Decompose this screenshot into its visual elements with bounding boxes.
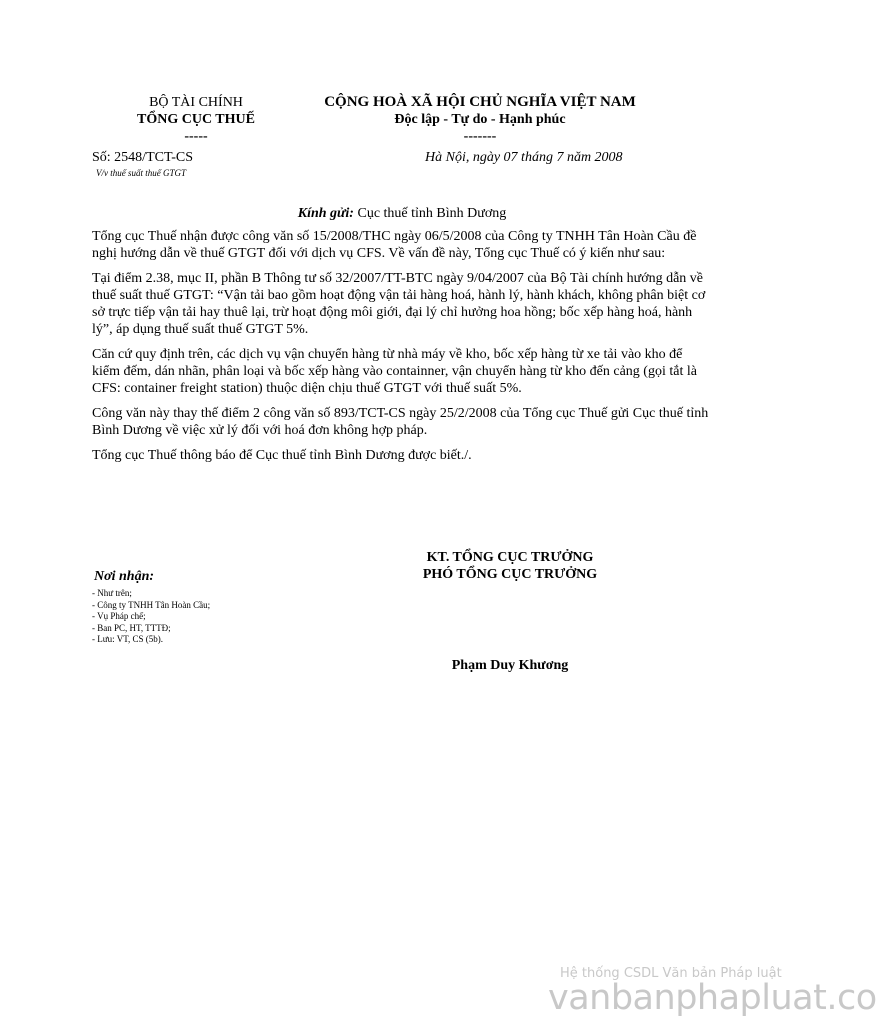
place-date: Hà Nội, ngày 07 tháng 7 năm 2008 <box>425 150 623 165</box>
body-paragraph: Căn cứ quy định trên, các dịch vụ vận chuyển hàng từ nhà máy về kho, bốc xếp hàng từ xe tải vào kho để kiểm đếm, dán nhãn, phân loại và bốc xếp hàng vào containner, vận chuyển hàng từ kho đến cảng (gọi tắt là CFS: container freight station) thuộc diện chịu thuế GTGT với thuế suất 5%. <box>92 347 697 396</box>
recipient-item: - Vụ Pháp chế; <box>92 611 146 621</box>
header-right-separator: ------- <box>463 129 497 144</box>
recipients-list <box>92 588 210 646</box>
body-paragraph: Tổng cục Thuế thông báo để Cục thuế tỉnh Bình Dương được biết./. <box>92 448 472 463</box>
recipients-title: Nơi nhận: <box>94 569 155 584</box>
recipient-label: Kính gửi: <box>297 206 354 221</box>
signature-title: KT. TỔNG CỤC TRƯỞNG <box>426 550 594 565</box>
document-subject: V/v thuế suất thuế GTGT <box>96 168 186 178</box>
department-name: TỔNG CỤC THUẾ <box>137 112 255 127</box>
recipient-item: - Như trên; <box>92 588 132 598</box>
header-left-separator: ----- <box>184 129 208 144</box>
document-number: Số: 2548/TCT-CS <box>92 150 194 165</box>
watermark-caption: Hệ thống CSDL Văn bản Pháp luật <box>560 966 782 981</box>
ministry-name: BỘ TÀI CHÍNH <box>149 95 243 110</box>
recipient-item: - Ban PC, HT, TTTĐ; <box>92 622 171 633</box>
signature-position: PHÓ TỔNG CỤC TRƯỞNG <box>422 567 598 582</box>
document-body <box>92 228 710 472</box>
body-paragraph: Tại điểm 2.38, mục II, phần B Thông tư số 32/2007/TT-BTC ngày 9/04/2007 của Bộ Tài chính hướng dẫn về thuế suất thuế GTGT: “Vận tải bao gồm hoạt động vận tải hàng hoá, hành lý, hành khách, không phân biệt cơ sở trực tiếp vận tải hay thuê lại, trừ hoạt động môi giới, đại lý chỉ hưởng hoa hồng; bốc xếp hàng hoá, hành lý”, áp dụng thuế suất thuế GTGT 5%. <box>92 271 706 337</box>
national-header <box>300 94 660 145</box>
signature-block <box>370 549 650 583</box>
recipient-item: - Lưu: VT, CS (5b). <box>92 634 164 644</box>
watermark-site: vanbanphapluat.co <box>548 978 877 1018</box>
issuing-agency <box>96 94 296 145</box>
body-paragraph: Công văn này thay thế điểm 2 công văn số 893/TCT-CS ngày 25/2/2008 của Tổng cục Thuế gửi Cục thuế tỉnh Bình Dương về việc xử lý đối với hoá đơn không hợp pháp. <box>92 406 709 438</box>
body-paragraph: Tổng cục Thuế nhận được công văn số 15/2008/THC ngày 06/5/2008 của Công ty TNHH Tân Hoàn Cầu đề nghị hướng dẫn về thuế GTGT đối với dịch vụ CFS. Về vấn đề này, Tổng cục Thuế có ý kiến như sau: <box>92 229 697 261</box>
national-motto: Độc lập - Tự do - Hạnh phúc <box>394 112 566 127</box>
recipient-name: Cục thuế tỉnh Bình Dương <box>357 206 507 221</box>
recipient-line <box>92 206 712 222</box>
nation-title: CỘNG HOÀ XÃ HỘI CHỦ NGHĨA VIỆT NAM <box>324 94 636 110</box>
signer-name: Phạm Duy Khương <box>451 658 569 673</box>
recipient-item: - Công ty TNHH Tân Hoàn Cầu; <box>92 599 211 610</box>
